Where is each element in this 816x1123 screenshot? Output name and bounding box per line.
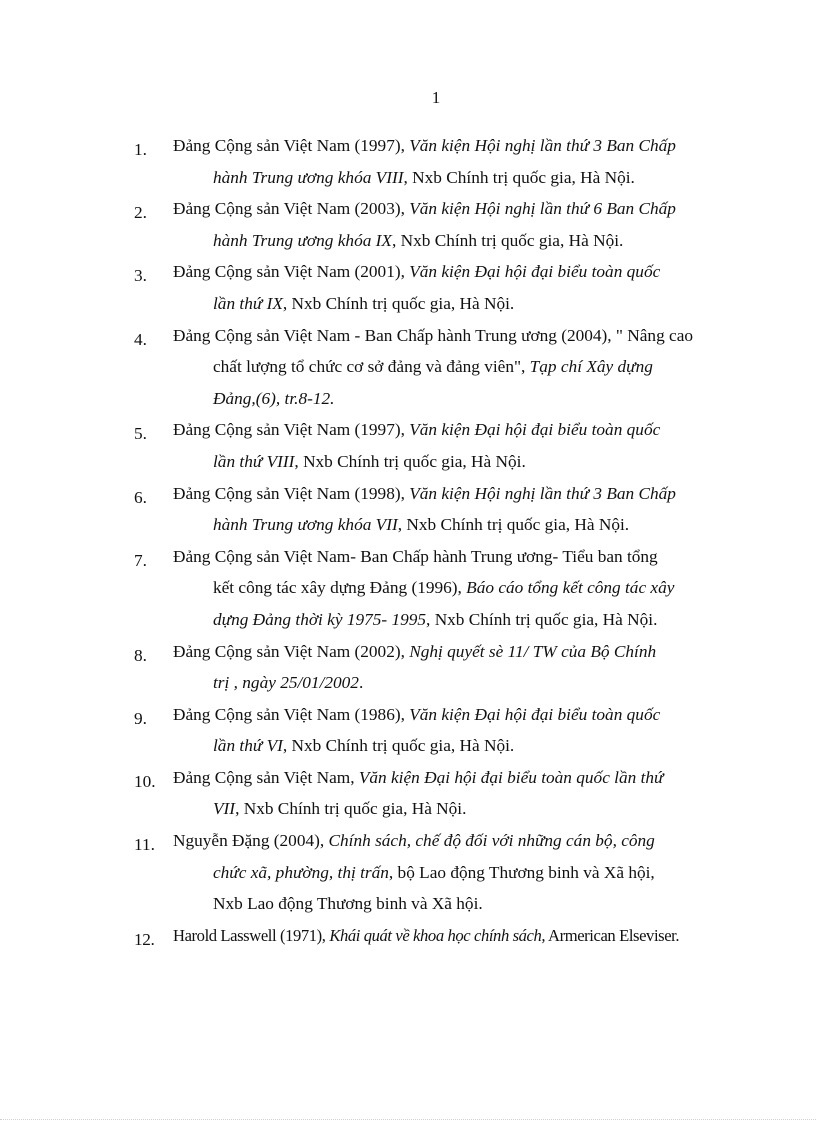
reference-title-segment: Khái quát về khoa học chính sách,	[329, 925, 546, 945]
reference-item	[134, 541, 739, 636]
reference-line	[173, 130, 739, 162]
reference-segment: Đảng Cộng sản Việt Nam (1986),	[173, 704, 410, 724]
reference-line	[173, 920, 739, 952]
reference-text	[173, 414, 739, 477]
reference-number: 3.	[134, 266, 147, 286]
reference-line	[173, 256, 739, 288]
reference-item	[134, 920, 739, 952]
reference-title-segment: lần thứ IX	[213, 293, 283, 313]
reference-line	[173, 793, 739, 825]
reference-line	[173, 572, 739, 604]
reference-item	[134, 762, 739, 825]
reference-title-segment: Văn kiện Hội nghị lần thứ 3 Ban Chấp	[409, 483, 676, 503]
reference-number: 2.	[134, 203, 147, 223]
reference-line	[173, 383, 739, 415]
reference-line	[173, 730, 739, 762]
reference-line	[173, 225, 739, 257]
reference-list	[134, 130, 739, 951]
reference-title-segment: Văn kiện Hội nghị lần thứ 6 Ban Chấp	[409, 199, 676, 219]
reference-segment: , Nxb Chính trị quốc gia, Hà Nội.	[403, 167, 635, 187]
reference-item	[134, 478, 739, 541]
reference-segment: , bộ Lao động Thương binh và Xã hội,	[388, 862, 655, 882]
reference-title-segment: dựng Đảng thời kỳ 1975- 1995	[213, 609, 427, 629]
reference-segment: Armerican Elseviser.	[545, 925, 680, 945]
reference-segment: , Nxb Chính trị quốc gia, Hà Nội.	[397, 515, 630, 535]
reference-number: 10.	[134, 771, 156, 791]
reference-text	[173, 478, 739, 541]
reference-segment: Đảng Cộng sản Việt Nam,	[173, 767, 359, 787]
reference-title-segment: Văn kiện Đại hội đại biểu toàn quốc	[409, 262, 661, 282]
reference-segment: chất lượng tổ chức cơ sở đảng và đảng viên",	[213, 357, 530, 377]
reference-segment: Đảng Cộng sản Việt Nam (1997),	[173, 136, 410, 155]
reference-line	[173, 825, 739, 857]
reference-segment: Đảng Cộng sản Việt Nam- Ban Chấp hành Trung ương- Tiểu ban tổng	[173, 546, 658, 566]
reference-segment: Đảng Cộng sản Việt Nam (1997),	[173, 420, 410, 440]
reference-line	[173, 541, 739, 573]
reference-number: 9.	[134, 708, 147, 728]
reference-item	[134, 320, 739, 415]
reference-item	[134, 825, 739, 920]
reference-title-segment: Đảng,(6), tr.8-12.	[213, 388, 335, 408]
reference-line	[173, 636, 739, 668]
reference-title-segment: Văn kiện Đại hội đại biểu toàn quốc	[409, 420, 661, 440]
reference-text	[173, 130, 739, 193]
reference-segment: Đảng Cộng sản Việt Nam (2001),	[173, 262, 410, 282]
reference-number: 5.	[134, 424, 147, 444]
reference-text	[173, 256, 739, 319]
reference-title-segment: Văn kiện Đại hội đại biểu toàn quốc	[409, 704, 661, 724]
reference-number: 4.	[134, 329, 147, 349]
reference-item	[134, 256, 739, 319]
reference-segment: , Nxb Chính trị quốc gia, Hà Nội.	[235, 799, 467, 819]
reference-segment: , Nxb Chính trị quốc gia, Hà Nội.	[391, 230, 624, 250]
reference-item	[134, 193, 739, 256]
reference-title-segment: hành Trung ương khóa VIII	[213, 167, 404, 187]
reference-line	[173, 762, 739, 794]
reference-number: 7.	[134, 550, 147, 570]
reference-line	[173, 604, 739, 636]
reference-number: 6.	[134, 487, 147, 507]
reference-segment: Nguyễn Đặng (2004),	[173, 831, 329, 851]
reference-text	[173, 762, 739, 825]
reference-item	[134, 414, 739, 477]
reference-title-segment: trị , ngày 25/01/2002	[213, 673, 359, 693]
reference-title-segment: Nghị quyết sè 11/ TW của Bộ Chính	[409, 641, 657, 661]
reference-line	[173, 478, 739, 510]
reference-item	[134, 636, 739, 699]
reference-line	[173, 509, 739, 541]
reference-line	[173, 351, 739, 383]
reference-line	[173, 888, 739, 920]
reference-title-segment: lần thứ VI	[213, 736, 283, 756]
reference-segment: Nxb Lao động Thương binh và Xã hội.	[213, 894, 483, 914]
reference-text	[173, 541, 739, 636]
reference-segment: .	[358, 673, 364, 693]
page-number: 1	[431, 88, 441, 107]
reference-segment: Đảng Cộng sản Việt Nam (1998),	[173, 483, 410, 503]
reference-segment: Đảng Cộng sản Việt Nam (2003),	[173, 199, 410, 219]
reference-title-segment: lần thứ VIII	[213, 451, 295, 471]
reference-number: 12.	[134, 929, 155, 949]
reference-segment: , Nxb Chính trị quốc gia, Hà Nội.	[282, 293, 515, 313]
reference-segment: Đảng Cộng sản Việt Nam (2002),	[173, 641, 410, 661]
reference-title-segment: chức xã, phường, thị trấn	[213, 862, 389, 882]
reference-text	[173, 825, 739, 920]
reference-item	[134, 699, 739, 762]
reference-title-segment: VII	[213, 799, 236, 819]
reference-segment: , Nxb Chính trị quốc gia, Hà Nội.	[294, 451, 526, 471]
reference-title-segment: Chính sách, chế độ đối với những cán bộ, công	[328, 831, 655, 851]
reference-title-segment: hành Trung ương khóa VII	[213, 515, 398, 535]
page-bottom-divider	[0, 1119, 816, 1120]
reference-number: 1.	[134, 140, 147, 159]
reference-text	[173, 636, 739, 699]
reference-segment: Harold Lasswell (1971),	[173, 925, 330, 945]
reference-line	[173, 667, 739, 699]
reference-line	[173, 193, 739, 225]
reference-line	[173, 162, 739, 194]
reference-line	[173, 414, 739, 446]
reference-segment: , Nxb Chính trị quốc gia, Hà Nội.	[426, 609, 658, 629]
reference-text	[173, 920, 739, 952]
reference-text	[173, 193, 739, 256]
reference-text	[173, 699, 739, 762]
reference-title-segment: Văn kiện Hội nghị lần thứ 3 Ban Chấp	[409, 136, 676, 155]
reference-line	[173, 320, 739, 352]
reference-segment: Đảng Cộng sản Việt Nam - Ban Chấp hành Trung ương (2004), " Nâng cao	[173, 325, 694, 345]
reference-number: 11.	[134, 835, 155, 855]
reference-segment: , Nxb Chính trị quốc gia, Hà Nội.	[282, 736, 515, 756]
reference-item	[134, 130, 739, 193]
reference-title-segment: Tạp chí Xây dựng	[529, 357, 653, 377]
reference-line	[173, 699, 739, 731]
reference-line	[173, 288, 739, 320]
reference-number: 8.	[134, 645, 147, 665]
reference-segment: kết công tác xây dựng Đảng (1996),	[213, 578, 467, 598]
reference-line	[173, 446, 739, 478]
reference-title-segment: Báo cáo tổng kết công tác xây	[466, 578, 675, 598]
reference-line	[173, 857, 739, 889]
reference-title-segment: Văn kiện Đại hội đại biểu toàn quốc lần thứ	[358, 767, 664, 787]
reference-text	[173, 320, 739, 415]
reference-title-segment: hành Trung ương khóa IX	[213, 230, 392, 250]
